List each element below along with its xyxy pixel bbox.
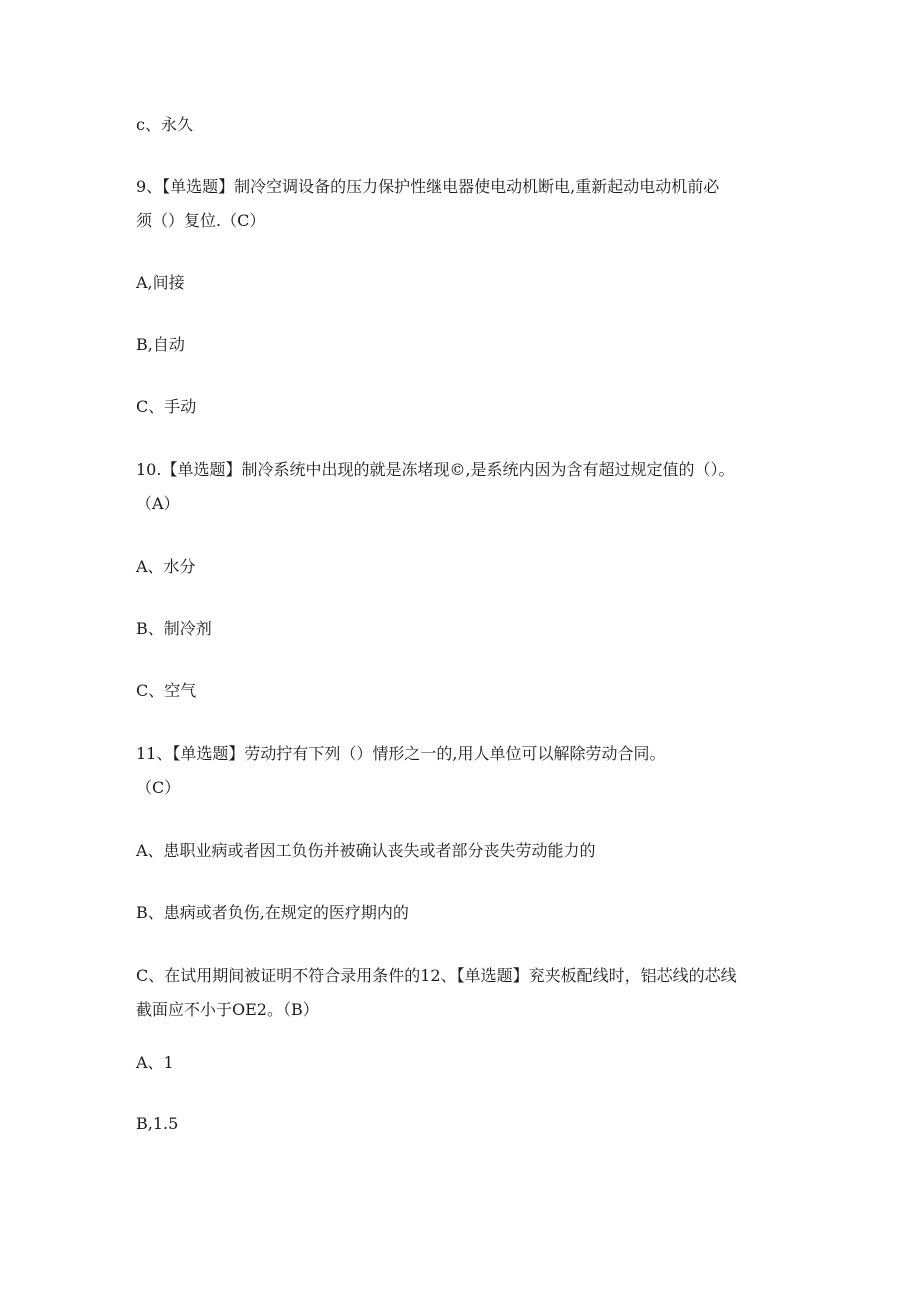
q9-option-c: C、手动 [136,397,197,416]
q11-question-line-1: 11、【单选题】劳动拧有下列（）情形之一的,用人单位可以解除劳动合同。 [136,744,666,763]
q9-question-line-1: 9、【单选题】制冷空调设备的压力保护性继电器使电动机断电,重新起动电动机前必 [136,177,720,196]
q11-option-a: A、患职业病或者因工负伤并被确认丧失或者部分丧失劳动能力的 [136,841,596,860]
q10-question-line-2: （A） [136,494,180,513]
q10-option-b: B、制冷剂 [136,619,212,638]
q11-option-c-q12-line-1: C、在试用期间被证明不符合录用条件的12、【单选题】兖夹板配线时，铝芯线的芯线 [136,966,737,985]
q9-question-line-2: 须（）复位.（C） [136,211,266,230]
q12-question-line-2: 截面应不小于OE2。（B） [136,1000,319,1019]
q10-option-c: C、空气 [136,681,197,700]
q11-question-line-2: （C） [136,778,181,797]
q12-option-a: A、1 [136,1053,174,1072]
q12-option-b: B,1.5 [136,1114,179,1133]
q9-option-b: B,自动 [136,335,185,354]
q10-question-line-1: 10.【单选题】制冷系统中出现的就是冻堵现©,是系统内因为含有超过规定值的（）。 [136,460,735,479]
q9-option-a: A,间接 [136,273,185,292]
q10-option-a: A、水分 [136,557,196,576]
q11-option-b: B、患病或者负伤,在规定的医疗期内的 [136,903,409,922]
q8-option-c: c、永久 [136,115,193,134]
